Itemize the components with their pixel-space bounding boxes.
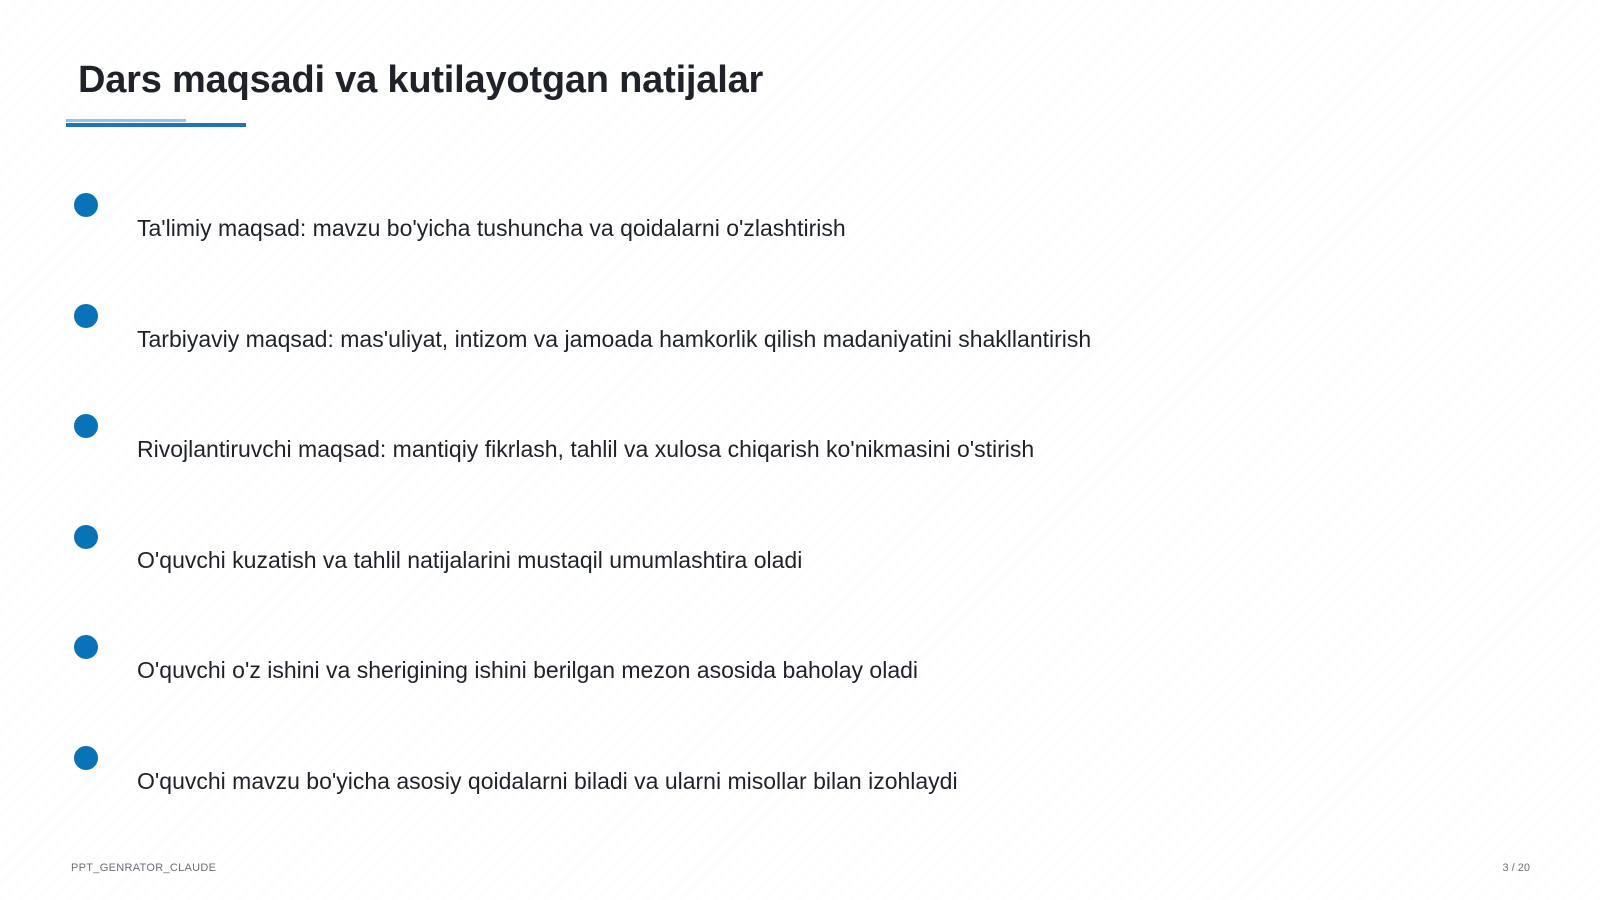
bullet-item [0, 414, 1600, 474]
page-number: 3 / 20 [1502, 862, 1530, 874]
bullet-text: O'quvchi kuzatish va tahlil natijalarini mustaqil umumlashtira oladi [137, 547, 803, 573]
bullet-item [0, 635, 1600, 695]
bullet-text: Tarbiyaviy maqsad: mas'uliyat, intizom va jamoada hamkorlik qilish madaniyatini shakllantirish [137, 326, 1092, 352]
bullet-item [0, 193, 1600, 253]
bullet-item [0, 525, 1600, 585]
bullet-dot-icon [74, 304, 98, 328]
bullet-text: O'quvchi o'z ishini va sherigining ishini berilgan mezon asosida baholay oladi [137, 657, 919, 683]
bullet-item [0, 746, 1600, 806]
bullet-dot-icon [74, 635, 98, 659]
bullet-text: O'quvchi mavzu bo'yicha asosiy qoidalarni biladi va ularni misollar bilan izohlaydi [137, 768, 958, 794]
bullet-item [0, 304, 1600, 364]
footer-source-label: PPT_GENRATOR_CLAUDE [71, 862, 217, 874]
slide-title: Dars maqsadi va kutilayotgan natijalar [78, 59, 764, 101]
bullet-dot-icon [74, 746, 98, 770]
bullet-text: Rivojlantiruvchi maqsad: mantiqiy fikrlash, tahlil va xulosa chiqarish ko'nikmasini o'stirish [137, 436, 1035, 462]
bullet-dot-icon [74, 414, 98, 438]
bullet-dot-icon [74, 193, 98, 217]
bullet-text: Ta'limiy maqsad: mavzu bo'yicha tushuncha va qoidalarni o'zlashtirish [137, 215, 846, 241]
bullet-dot-icon [74, 525, 98, 549]
